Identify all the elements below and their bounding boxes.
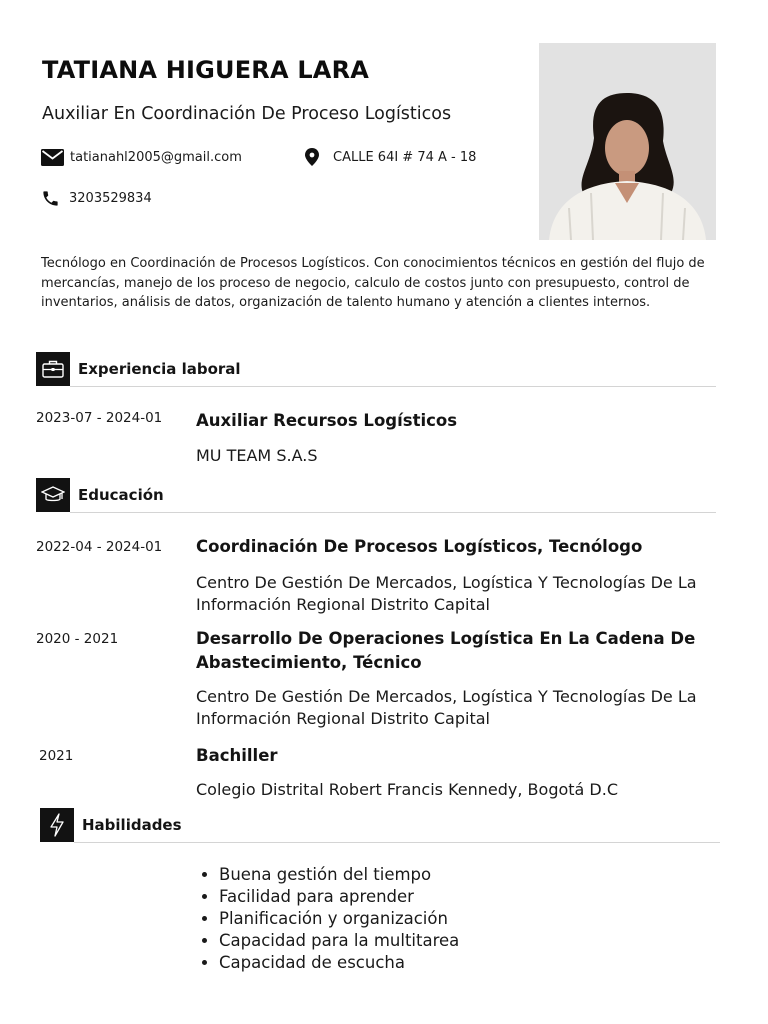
skills-section-header	[40, 808, 182, 842]
education-degree-1: Coordinación De Procesos Logísticos, Tecnólogo	[196, 537, 643, 556]
phone-contact[interactable]	[41, 189, 152, 208]
education-degree-3: Bachiller	[196, 746, 278, 765]
location-pin-icon	[305, 148, 319, 166]
skills-divider	[74, 842, 720, 843]
experience-company: MU TEAM S.A.S	[196, 446, 318, 465]
experience-dates: 2023-07 - 2024-01	[36, 410, 163, 426]
address-text: CALLE 64I # 74 A - 18	[333, 149, 477, 165]
experience-divider	[70, 386, 716, 387]
education-dates-3: 2021	[39, 748, 74, 764]
list-item: • Buena gestión del tiempo	[219, 864, 459, 886]
list-item: • Facilidad para aprender	[219, 886, 459, 908]
list-item: • Planificación y organización	[219, 908, 459, 930]
job-title: Auxiliar En Coordinación De Proceso Logísticos	[42, 104, 452, 124]
experience-section-header	[36, 352, 241, 386]
education-degree-2: Desarrollo De Operaciones Logística En La Cadena De Abastecimiento, Técnico	[196, 629, 696, 672]
profile-summary: Tecnólogo en Coordinación de Procesos Logísticos. Con conocimientos técnicos en gestión del flujo de mercancías, manejo de los proceso de negocio, calculo de costos junto con presupuesto, control de inventarios, análisis de datos, organización de talento humano y atención a clientes internos.	[41, 256, 705, 310]
briefcase-icon	[36, 352, 70, 386]
education-dates-1: 2022-04 - 2024-01	[36, 539, 163, 555]
candidate-name: TATIANA HIGUERA LARA	[42, 56, 370, 84]
experience-position: Auxiliar Recursos Logísticos	[196, 411, 458, 430]
education-dates-2: 2020 - 2021	[36, 631, 119, 647]
education-section-header	[36, 478, 164, 512]
education-institution-1: Centro De Gestión De Mercados, Logística Y Tecnologías De La Información Regional Distrito Capital	[196, 573, 697, 614]
email-text: tatianahl2005@gmail.com	[70, 150, 242, 165]
email-contact[interactable]	[41, 149, 242, 166]
skills-list	[196, 864, 459, 974]
experience-section-title: Experiencia laboral	[78, 360, 241, 378]
phone-icon	[41, 189, 60, 208]
education-institution-3: Colegio Distrital Robert Francis Kennedy, Bogotá D.C	[196, 780, 618, 799]
address-contact	[305, 148, 476, 166]
lightning-icon	[40, 808, 74, 842]
graduation-cap-icon	[36, 478, 70, 512]
education-divider	[70, 512, 716, 513]
phone-text: 3203529834	[69, 191, 152, 206]
list-item: • Capacidad para la multitarea	[219, 930, 459, 952]
list-item: • Capacidad de escucha	[219, 952, 459, 974]
profile-photo	[539, 43, 716, 240]
education-section-title: Educación	[78, 486, 164, 504]
skills-section-title: Habilidades	[82, 816, 182, 834]
education-institution-2: Centro De Gestión De Mercados, Logística Y Tecnologías De La Información Regional Distrito Capital	[196, 687, 697, 728]
envelope-icon	[41, 149, 64, 166]
